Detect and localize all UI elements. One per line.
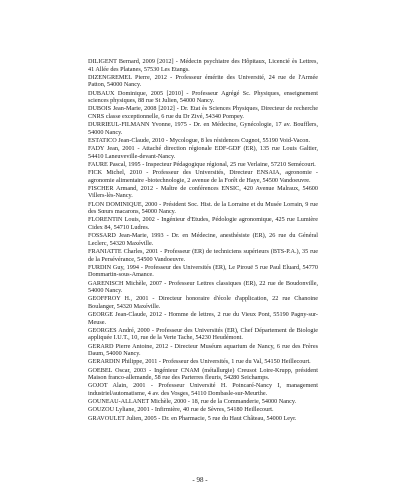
list-item: FLORENTIN Louis, 2002 - Ingénieur d'Etudes, Pédologie agronomique, 425 rue Lumière Cidex 84, 54710 Ludres. (88, 216, 318, 231)
list-item: FURDIN Guy, 1994 - Professeur des Universités (ER), Le Pirouë 5 rue Paul Eluard, 54770 Dommartin-sous-Amance. (88, 263, 318, 279)
list-item: GERARDIN Philippe, 2011 - Professeur des Universités, 1 rue du Val, 54150 Heillecourt. (88, 358, 311, 366)
list-item: GERARD Pierre Antoine, 2012 - Directeur Muséum aquarium de Nancy, 6 rue des Frères Daum, 54000 Nancy. (88, 342, 318, 358)
list-item: ESTATICO Jean-Claude, 2010 - Mycologue, 8 les résidences Cugnot, 55190 Void-Vacon. (88, 136, 310, 144)
list-item: FISCHER Armand, 2012 - Maître de conférences ENSIC, 420 Avenue Malraux, 54600 Villers-lès-Nancy. (88, 184, 318, 200)
list-item: DILIGENT Bernard, 2009 [2012] - Médecin psychiatre des Hôpitaux, Licencié ès Lettres, 41 Allée des Platanes, 57530 Les Etangs. (88, 58, 318, 73)
list-item: GARENISCH Michèle, 2007 - Professeur Lettres classiques (ER), 22 rue de Boudonville, 54000 Nancy. (88, 279, 318, 295)
page-number: - 98 - (192, 476, 208, 484)
list-item: FRANIATTE Charles, 2001 - Professeur (ER) de techniciens supérieurs (BTS-P.A.), 35 rue de la Persévérance, 54500 Vandoeuvre. (88, 247, 318, 263)
list-item: GRAVOULET Julien, 2005 - Dr. en Pharmacie, 5 rue du Haut Château, 54000 Leyr. (88, 414, 297, 422)
list-item: GEORGE Jean-Claude, 2012 - Homme de lettres, 2 rue du Vieux Pont, 55190 Pagny-sur-Meuse. (88, 311, 318, 326)
list-item: DIZENGREMEL Pierre, 2012 - Professeur émérite des Université, 24 rue de l'Armée Patton, 54000 Nancy. (88, 73, 318, 89)
list-item: GEORGES André, 2000 - Professeur des Universités (ER), Chef Département de Biologie appliquée I.U.T., 10, rue de la Verte Tache, 54230 Heudémont. (88, 326, 318, 342)
list-item: DUBAUX Dominique, 2005 [2010] - Professeur Agrégé Sc. Physiques, enseignement sciences physiques, 88 rue St Julien, 54000 Nancy. (88, 89, 318, 105)
list-item: GOUZOU Lyliane, 2001 - Infirmière, 40 rue de Sèvres, 54180 Heillecourt. (88, 406, 274, 414)
list-item: GOEBEL Oscar, 2003 - Ingénieur CNAM (métallurgie) Creusot Loire-Krupp, président Maison franco-allemande, 58 rue des Parterres fleuris, 54280 Seichamps. (88, 366, 318, 382)
list-item: GOUNEAU-ALLANET Michèle, 2000 - 18, rue de la Commanderie, 54000 Nancy. (88, 398, 297, 406)
list-item: DUBOIS Jean-Marie, 2008 [2012] - Dr. Etat ès Sciences Physiques, Directeur de recherche CNRS classe exceptionnelle, 6 rue du Dr Zivé, 54340 Pompey. (88, 105, 318, 120)
list-item: FAURE Pascal, 1995 - Inspecteur Pédagogique régional, 25 rue Verlaine, 57210 Semécourt. (88, 160, 316, 168)
list-item: GOJOT Alain, 2001 - Professeur Université H. Poincaré-Nancy I, management industriel/automatisme, 4 av. des Vosges, 54110 Dombasle-sur-Meurthe. (88, 382, 318, 397)
list-item: DURRIEUL-FILMANN Yvonne, 1975 - Dr. en Médecine, Gynécologie, 17 av. Boufflers, 54000 Nancy. (88, 121, 318, 136)
list-item: FOSSARD Jean-Marie, 1993 - Dr. en Médecine, anesthésiste (ER), 26 rue du Général Leclerc, 54320 Maxéville. (88, 232, 318, 247)
list-item: FLON DOMINIQUE, 2000 - Président Soc. Hist. de la Lorraine et du Musée Lorrain, 9 rue des Sœurs macarons, 54000 Nancy. (88, 200, 318, 216)
list-item: FICK Michel, 2010 - Professeur des Universités, Directeur ENSAIA, agronomie - agronomie alimentaire -biotechnologie, 2 avenue de la Forêt de Haye, 54500 Vandoeuvre. (88, 169, 318, 184)
list-item: GEOFFROY H., 2001 - Directeur honoraire d'école d'application, 22 rue Chanoine Boulanger, 54320 Maxéville. (88, 295, 318, 310)
list-item: FADY Jean, 2001 - Attaché direction régionale EDF-GDF (ER), 135 rue Louis Galtier, 54410 Laneuveville-devant-Nancy. (88, 145, 318, 160)
member-list (88, 58, 318, 423)
